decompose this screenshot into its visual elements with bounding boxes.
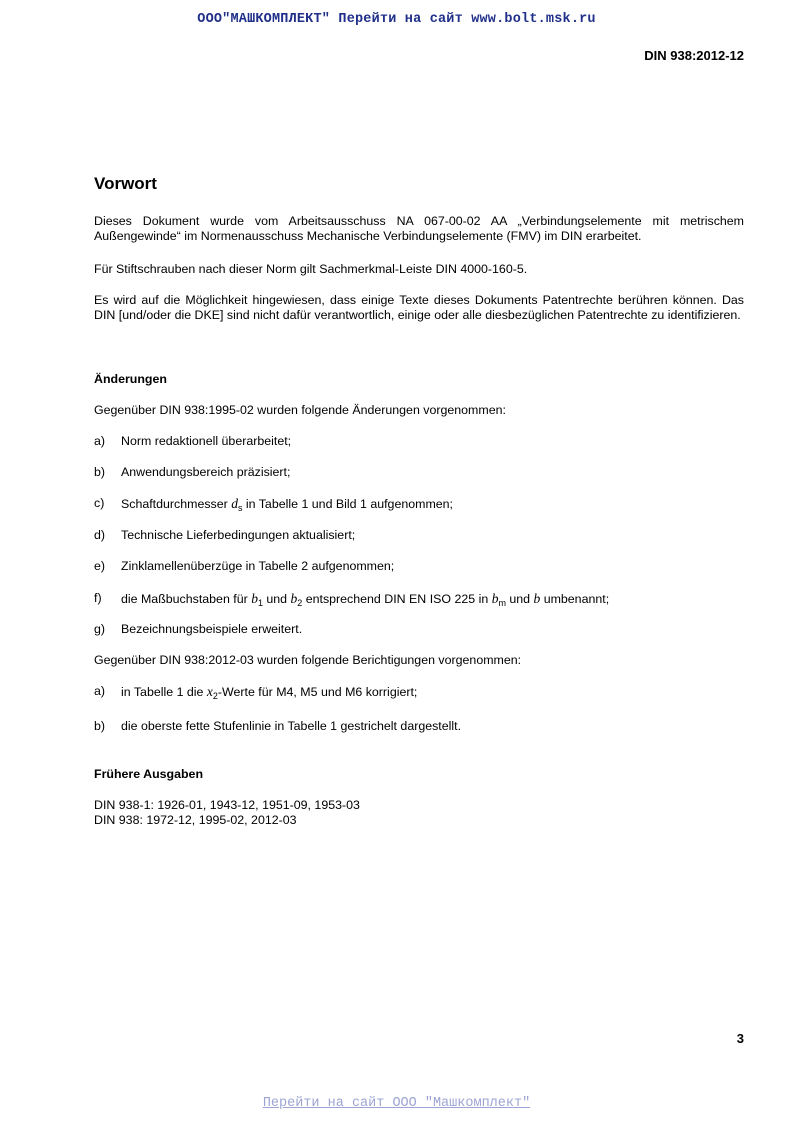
intro-paragraph-1: Dieses Dokument wurde vom Arbeitsausschuss NA 067-00-02 AA „Verbindungselemente mit metrischem Außengewinde“ im Normenausschuss Mechanische Verbindungselemente (FMV) im DIN erarbeitet. (94, 214, 744, 243)
list-item-label: b) (94, 719, 106, 733)
text-fragment: umbenannt; (540, 592, 610, 606)
list-item-text (121, 591, 609, 607)
earlier-editions-line-2: DIN 938: 1972-12, 1995-02, 2012-03 (94, 813, 297, 827)
list-item-text: Anwendungsbereich präzisiert; (121, 465, 291, 479)
list-item-label: g) (94, 622, 106, 636)
math-symbol: b (533, 591, 541, 606)
math-subscript: m (498, 598, 506, 608)
text-fragment: in Tabelle 1 die (121, 685, 207, 699)
list-item-text: die oberste fette Stufenlinie in Tabelle 1 gestrichelt dargestellt. (121, 719, 462, 733)
earlier-editions-line-1: DIN 938-1: 1926-01, 1943-12, 1951-09, 1953-03 (94, 798, 360, 812)
math-subscript: 2 (297, 598, 303, 608)
math-symbol: d (231, 496, 238, 511)
text-fragment: und (262, 592, 291, 606)
list-item-text: Technische Lieferbedingungen aktualisiert; (121, 528, 356, 542)
text-fragment: in Tabelle 1 und Bild 1 aufgenommen; (242, 497, 453, 511)
list-item-text: Bezeichnungsbeispiele erweitert. (121, 622, 303, 636)
math-symbol: b (251, 591, 258, 606)
math-symbol: b (290, 591, 298, 606)
section-title: Vorwort (94, 174, 157, 193)
math-subscript: s (237, 503, 243, 513)
list-item-label: a) (94, 434, 106, 448)
text-fragment: Schaftdurchmesser (121, 497, 232, 511)
page-number: 3 (736, 1031, 744, 1046)
list-item-label: a) (94, 684, 106, 698)
text-fragment: und (505, 592, 534, 606)
changes-heading: Änderungen (94, 372, 167, 386)
list-item-label: d) (94, 528, 106, 542)
text-fragment: -Werte für M4, M5 und M6 korrigiert; (217, 685, 418, 699)
header-banner-link[interactable]: ООО"МАШКОМПЛЕКТ" Перейти на сайт www.bolt.msk.ru (197, 12, 596, 27)
math-subscript: 2 (212, 691, 218, 701)
math-symbol: b (491, 591, 499, 606)
changes-lead-1: Gegenüber DIN 938:1995-02 wurden folgende Änderungen vorgenommen: (94, 403, 506, 417)
footer-link[interactable]: Перейти на сайт ООО "Машкомплект" (262, 1096, 531, 1111)
list-item-text (121, 684, 417, 700)
list-item-label: e) (94, 559, 106, 573)
document-id: DIN 938:2012-12 (644, 48, 744, 63)
math-symbol: x (206, 684, 213, 699)
intro-paragraph-2: Für Stiftschrauben nach dieser Norm gilt Sachmerkmal-Leiste DIN 4000-160-5. (94, 262, 528, 276)
math-subscript: 1 (257, 598, 263, 608)
intro-paragraph-3: Es wird auf die Möglichkeit hingewiesen, dass einige Texte dieses Dokuments Patentrechte berühren können. Das DIN [und/oder die DKE] sind nicht dafür verantwortlich, einige oder alle diesbezüglichen Patentrechte zu identifizieren. (94, 293, 744, 322)
list-item-label: c) (94, 496, 105, 510)
list-item-label: b) (94, 465, 106, 479)
list-item-text: Zinklamellenüberzüge in Tabelle 2 aufgenommen; (121, 559, 395, 573)
list-item-label: f) (94, 591, 102, 605)
changes-lead-2: Gegenüber DIN 938:2012-03 wurden folgende Berichtigungen vorgenommen: (94, 653, 522, 667)
text-fragment: die Maßbuchstaben für (121, 592, 252, 606)
list-item-text: Norm redaktionell überarbeitet; (121, 434, 292, 448)
list-item-text (121, 496, 453, 512)
header-banner[interactable] (0, 12, 793, 27)
text-fragment: entsprechend DIN EN ISO 225 in (302, 592, 492, 606)
earlier-editions-heading: Frühere Ausgaben (94, 767, 204, 781)
